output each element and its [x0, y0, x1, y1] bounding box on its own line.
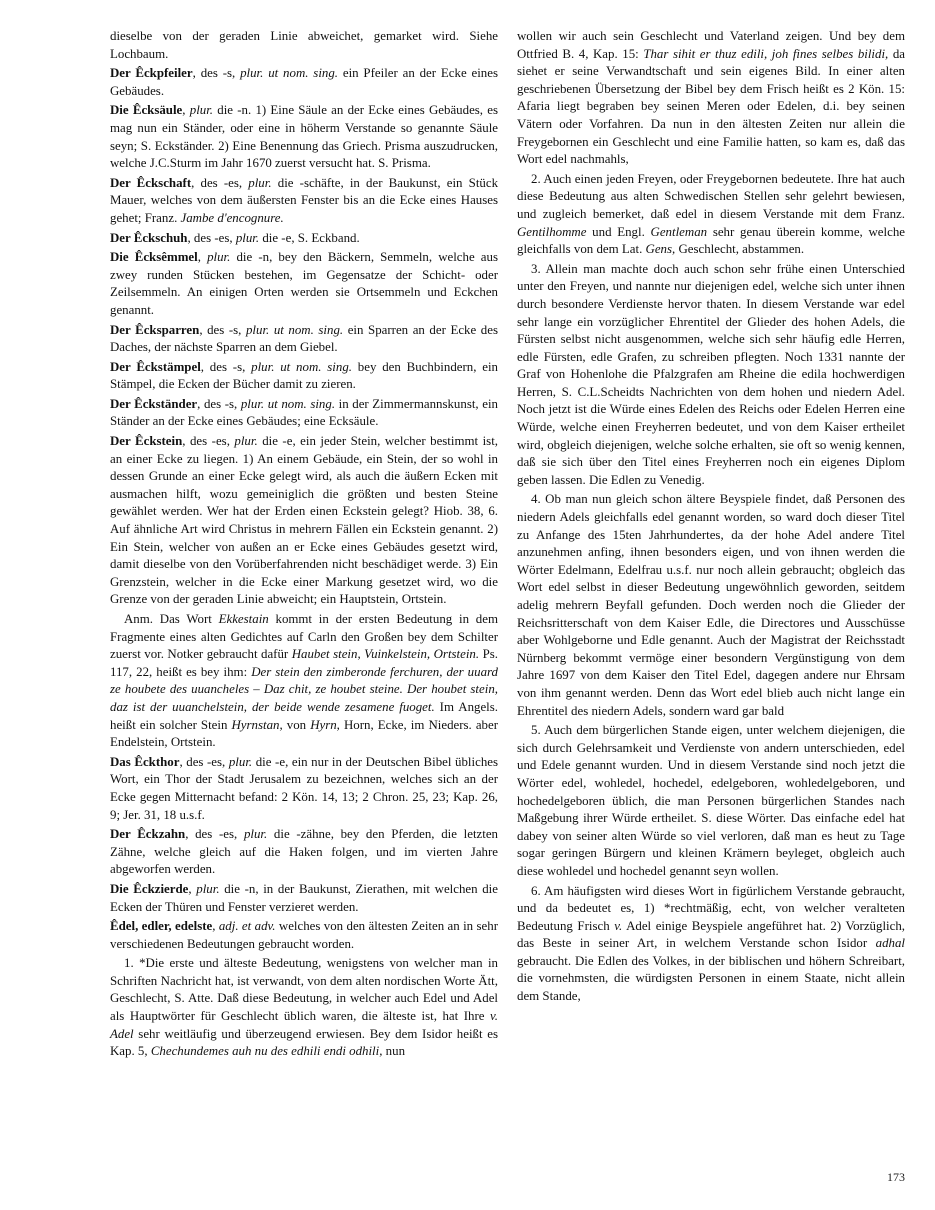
- italic-text: adj. et adv.: [218, 919, 276, 934]
- italic-text: plur.: [235, 230, 260, 245]
- italic-text: Gentleman: [650, 224, 708, 239]
- entry-text: , des -s,: [192, 66, 241, 81]
- dictionary-entry: [110, 881, 498, 916]
- entry-text: in der Zimmermannskunst, ein Ständer an der Ecke eines Gebäudes; eine Ecksäule.: [110, 396, 498, 429]
- entry-text: die -e, ein nur in der Deutschen Bibel übliches Wort, ein Thor der Stadt Jerusalem zu bezeichnen, welches sich an der Ecke gegen Mitternacht befand: 2 Kön. 14, 13; 2 Chron. 25, 23; Kap. 26, 9; Jer. 31, 18 u.s.f.: [110, 754, 499, 822]
- right-column: [517, 28, 905, 1008]
- entry-text: da siehet er seine Verwandtschaft und sein eigenes Bild. In einer alten geschriebenen Übersetzung der Bibel bey dem Frisch heißt es 2 Kön. 15: Afaria liegt begraben bey seinen Meren oder Edelen, d.i. bey seinen Vätern oder Vorfahren. Da nun in den ältesten Zeiten nur allein die Freygebornen ein Geschlecht und eine Familie hatten, so kam es, daß das Wort edel nachmahls,: [517, 46, 905, 167]
- entry-text: die -e, S. Eckband.: [259, 230, 360, 245]
- entry-text: Im Angels. heißt ein solcher Stein: [110, 699, 499, 732]
- dictionary-entry: [110, 65, 498, 100]
- entry-text: 5. Auch dem bürgerlichen Stande eigen, unter welchem diejenigen, die sich durch Gelehrsamkeit und Verdienste von andern unterschieden, edel und Edele genannt wurden. Und in diesem Verstande sind noch jetzt die Wörter edel, wohledel, hochedel, edelgeboren, wohledelgeboren, und hochedelgeboren üblich, die man Personen bürgerlichen Standes nach Maßgebung ihrer Würde ertheilet. S. diese Wörter. Das einfache edel hat dabey von seiner alten Würde so viel verloren, daß man es heut zu Tage sogar geringen Bürgern und kleinen Krämern beyleget, obgleich auch diese wohledel und hochedel genannt seyn wollen.: [517, 723, 905, 878]
- italic-text: plur.: [243, 827, 268, 842]
- dictionary-entry: [110, 826, 498, 879]
- headword: Der Êckstämpel: [110, 359, 201, 374]
- headword: Der Êckpfeiler: [110, 66, 193, 81]
- italic-text: plur. ut nom. sing.: [245, 322, 344, 337]
- dictionary-entry: [517, 261, 905, 490]
- italic-text: Hyrnstan,: [231, 717, 283, 732]
- entry-text: Ps. 117, 22, heißt es bey ihm:: [110, 647, 498, 679]
- italic-text: plur.: [228, 754, 253, 769]
- dictionary-entry: [110, 175, 498, 228]
- entry-text: 4. Ob man nun gleich schon ältere Beyspiele findet, daß Personen des niedern Adels gleichfalls edel genannt worden, so ward doch dieser Titel zu Anfange des 15ten Jahrhundertes, da der hohe Adel andere Titel anzunehmen anfing, ihnen besonders eigen, und von ihnen werden die Wörter Edelmann, Edelfrau u.s.f. nur noch allein gebraucht; obgleich das Wort edel selbst in dieser Bedeutung ungewöhnlich geworden, seitdem adelig mehrern Beyfall gefunden. Doch werden noch die Glieder der Reichsritterschaft von dem Kaiser Edle, die Directores und Ausschüsse aber Wohlgeborne und Edle genannt. Auch der Magistrat der Reichsstadt Nürnberg bekommt vermöge einer besondern Vergünstigung von dem Jahre 1697 von dem Kaiser den Titel Edel, dagegen andere nur Ehrsam von ihm genannt werden. Denn das Wort edel blieb auch nicht lange ein Ehrentitel des niedern Adels, sondern ward gar bald: [517, 492, 905, 718]
- left-column: [110, 28, 498, 1063]
- entry-text: die -n. 1) Eine Säule an der Ecke eines Gebäudes, es mag nun ein Ständer, oder eine in höherm Verstande so genannte Säule seyn; S. Eckständer. 2) Eine Benennung das Griech. Prisma auszudrucken, welche J.C.Sturm im Jahr 1670 zuerst versucht hat. S. Prisma.: [110, 103, 498, 171]
- italic-text: Haubet stein, Vuinkelstein, Ortstein.: [291, 647, 480, 662]
- italic-text: v. Adel: [110, 1009, 498, 1041]
- headword: Die Êckzierde: [110, 881, 189, 896]
- entry-text: ein Sparren an der Ecke des Daches, der nächste Sparren an dem Giebel.: [110, 322, 498, 355]
- italic-text: v.: [614, 918, 623, 933]
- italic-text: Ekkestain: [218, 612, 269, 626]
- dictionary-entry: [517, 722, 905, 880]
- italic-text: plur.: [196, 881, 220, 896]
- dictionary-entry: [110, 249, 498, 319]
- entry-text: 6. Am häufigsten wird dieses Wort in figürlichem Verstande gebraucht, und da bedeutet es, 1) *rechtmäßig, echt, von welcher veralteten Bedeutung Frisch: [517, 883, 905, 933]
- dictionary-entry: [517, 28, 905, 169]
- dictionary-entry: [110, 611, 498, 752]
- entry-text: die -n, bey den Bäckern, Semmeln, welche aus zwey runden Stücken bestehen, im Gegensatze der Schicht- oder Zeilsemmeln. An einigen Orten werden sie Ortsemmeln und Eckchen genannt.: [110, 250, 498, 317]
- headword: Der Êckstein: [110, 434, 183, 449]
- italic-text: plur.: [189, 103, 214, 118]
- entry-text: , des -es,: [191, 175, 249, 190]
- entry-text: sehr weitläufig und überzeugend erwiesen. Bey dem Isidor heißt es Kap. 5,: [110, 1026, 498, 1059]
- entry-text: ,: [188, 881, 197, 896]
- italic-text: Gentilhomme: [517, 224, 587, 239]
- entry-text: gebraucht. Die Edlen des Volkes, in der biblischen und höhern Schreibart, die vornehmsten, die würdigsten Personen in einem Staate, nicht allein dem Stande,: [517, 953, 905, 1004]
- entry-text: Anm. Das Wort: [124, 612, 219, 626]
- dictionary-entry: [110, 322, 498, 357]
- dictionary-entry: [110, 433, 498, 609]
- headword: Der Êckschaft: [110, 175, 192, 190]
- headword: Der Êcksparren: [110, 322, 200, 337]
- dictionary-entry: [517, 491, 905, 720]
- entry-text: dieselbe von der geraden Linie abweichet, gemarket wird. Siehe Lochbaum.: [110, 29, 498, 61]
- headword: Der Êckständer: [110, 396, 198, 411]
- entry-text: , des -es,: [179, 754, 229, 769]
- dictionary-entry: [110, 359, 498, 394]
- entry-text: 2. Auch einen jeden Freyen, oder Freygebornen bedeutete. Ihre hat auch diese Bedeutung aus alten Schwedischen Stellen sehr gelehrt bewiesen, und zugleich bemerket, daß edel in diesem Verstande mit dem Franz.: [517, 171, 905, 221]
- entry-text: ,: [197, 250, 208, 265]
- italic-text: Jambe d'encognure.: [180, 210, 284, 225]
- italic-text: plur. ut nom. sing.: [240, 396, 336, 411]
- dictionary-entry: [517, 883, 905, 1006]
- entry-text: nun: [382, 1044, 406, 1059]
- headword: Der Êckschuh: [110, 230, 188, 245]
- dictionary-entry: [110, 102, 498, 172]
- entry-text: sehr genau überein komme, welche gleichfalls von dem Lat.: [517, 224, 905, 257]
- italic-text: Chechundemes auh nu des edhili endi odhili,: [150, 1044, 383, 1059]
- entry-text: ,: [212, 919, 219, 934]
- dictionary-entry: [110, 230, 498, 248]
- italic-text: plur.: [207, 250, 231, 265]
- italic-text: Der stein den zimberonde ferchuren, der uuard ze houbete des uuancheles – Daz chit, ze houbet steine. Der houbet stein, daz ist der uuanchelstein, der beide wende zesamene fuoget.: [110, 664, 498, 714]
- entry-text: die -schäfte, in der Baukunst, ein Stück Mauer, welches von dem äußersten Fenster bis an die Ecke eines Hauses gehet; Franz.: [110, 175, 499, 225]
- entry-text: welches von den ältesten Zeiten an in sehr verschiedenen Bedeutungen gebraucht worden.: [110, 919, 498, 951]
- entry-text: 3. Allein man machte doch auch schon sehr frühe einen Unterschied unter den Freyen, und nannte nur diejenigen edel, welche sich unter ihnen durch besondere Verdienste hervor thaten. In diesem Verstande war edel sehr lange ein vorzüglicher Ehrentitel der Glieder des hohen Adels, die Fürsten selbst nicht ausgenommen, welche sich sehr häufig edle Herren, edle Fürsten, edle Grafen, zu schreiben pflegten. Noch 1331 nannte der Graf von Hohenlohe die Pfalzgrafen am Rheine die edila hochwerdigen Herren, S. C.L.Scheidts Nachrichten von dem hohen und niedern Adel. Noch jetzt ist die Würde eines Edelen des Reichs oder Edelen Herren eine Würde, welche einen Freyherren bedeutet, und von dem Kaiser ertheilet wird, obgleich diejenigen, welche solche erhalten, sie oft so wenig kennen, daß sie sich über den Titel eines Freyherren noch ein eigenes Diplom geben lassen. Die Edlen zu Venedig.: [517, 261, 905, 487]
- italic-text: Thar sihit er thuz edili, joh fines selbes bilidi,: [643, 46, 889, 61]
- italic-text: plur. ut nom. sing.: [240, 66, 339, 81]
- dictionary-entry: [110, 396, 498, 431]
- entry-text: bey den Buchbindern, ein Stämpel, die Ecken der Bücher damit zu zieren.: [110, 359, 498, 392]
- italic-text: Hyrn,: [310, 717, 340, 732]
- headword: Das Êckthor: [110, 754, 180, 769]
- italic-text: plur. ut nom. sing.: [251, 359, 352, 374]
- italic-text: adhal: [875, 936, 905, 951]
- headword: Die Êcksêmmel: [110, 250, 198, 265]
- entry-text: die -e, ein jeder Stein, welcher bestimmt ist, an einer Ecke zu liegen. 1) An einem Gebäude, ein Stein, der so wohl in dessen Grunde an einer Ecke gelegt wird, als auch die äußern Ecken mit ausmachen hilft, wozu gemeiniglich die größten und besten Steine gewählet werden. Wer hat der Erden einen Eckstein gelegt? Hiob. 38, 6. Auf ähnliche Art wird Christus in mehrern Fällen ein Eckstein genannt. 2) Ein Stein, welcher von außen an er Ecke eines Gebäudes gesetzt wird, damit dieselbe von den Vorüberfahrenden nicht beschädiget werde. 3) Ein Grenzstein, welcher in die Ecke einer Markung gesetzet wird, wo die Grenze von der geraden Linie abweicht; ein Hauptstein, Ortstein.: [110, 434, 498, 607]
- entry-text: , des -es,: [182, 434, 235, 449]
- page-number: 173: [887, 1170, 905, 1184]
- entry-text: ,: [182, 103, 190, 118]
- entry-text: kommt in der ersten Bedeutung in dem Fragmente eines alten Gedichtes auf Carln den Großen bey dem Schilter zuerst vor. Notker gebraucht dafür: [110, 612, 498, 662]
- entry-text: , des -s,: [199, 322, 246, 337]
- entry-text: von: [282, 717, 311, 732]
- entry-text: und Engl.: [586, 224, 651, 239]
- entry-text: wollen wir auch sein Geschlecht und Vaterland zeigen. Und bey dem Ottfried B. 4, Kap. 15:: [517, 29, 905, 61]
- entry-text: , des -es,: [185, 827, 244, 842]
- dictionary-entry: [110, 955, 498, 1061]
- entry-text: Geschlecht, abstammen.: [675, 242, 805, 257]
- entry-text: , des -s,: [197, 396, 241, 411]
- headword: Der Êckzahn: [110, 827, 186, 842]
- headword: Die Êcksäule: [110, 103, 183, 118]
- entry-text: , des -s,: [200, 359, 252, 374]
- italic-text: plur.: [234, 434, 258, 449]
- dictionary-entry: [110, 28, 498, 63]
- entry-text: , des -es,: [187, 230, 236, 245]
- dictionary-entry: [110, 754, 498, 824]
- dictionary-entry: [517, 171, 905, 259]
- entry-text: die -zähne, bey den Pferden, die letzten Zähne, welche gleich auf die Haken folgen, und im vierten Jahre abgeworfen werden.: [110, 827, 499, 877]
- entry-text: 1. *Die erste und älteste Bedeutung, wenigstens von welcher man in Schriften Nachricht hat, ist verwandt, von dem alten nordischen Worte Ätt, Geschlecht, S. Atte. Daß diese Bedeutung, in welcher auch Edel und Adel als Hauptwörter für Geschlecht üblich waren, die älteste ist, hat Ihre: [110, 956, 498, 1024]
- entry-text: die -n, in der Baukunst, Zierathen, mit welchen die Ecken der Thüren und Fenster verzieret werden.: [110, 881, 498, 914]
- entry-text: Adel einige Beyspiele angeführet hat. 2) Vorzüglich, das Beste in seiner Art, in welchem Verstande schon Isidor: [517, 918, 905, 951]
- dictionary-entry: [110, 918, 498, 953]
- italic-text: plur.: [248, 175, 272, 190]
- italic-text: Gens,: [645, 242, 676, 257]
- headword: Êdel, edler, edelste: [110, 919, 213, 934]
- entry-text: ein Pfeiler an der Ecke eines Gebäudes.: [110, 66, 498, 98]
- entry-text: Horn, Ecke, im Nieders. aber Endelstein, Ortstein.: [110, 717, 499, 750]
